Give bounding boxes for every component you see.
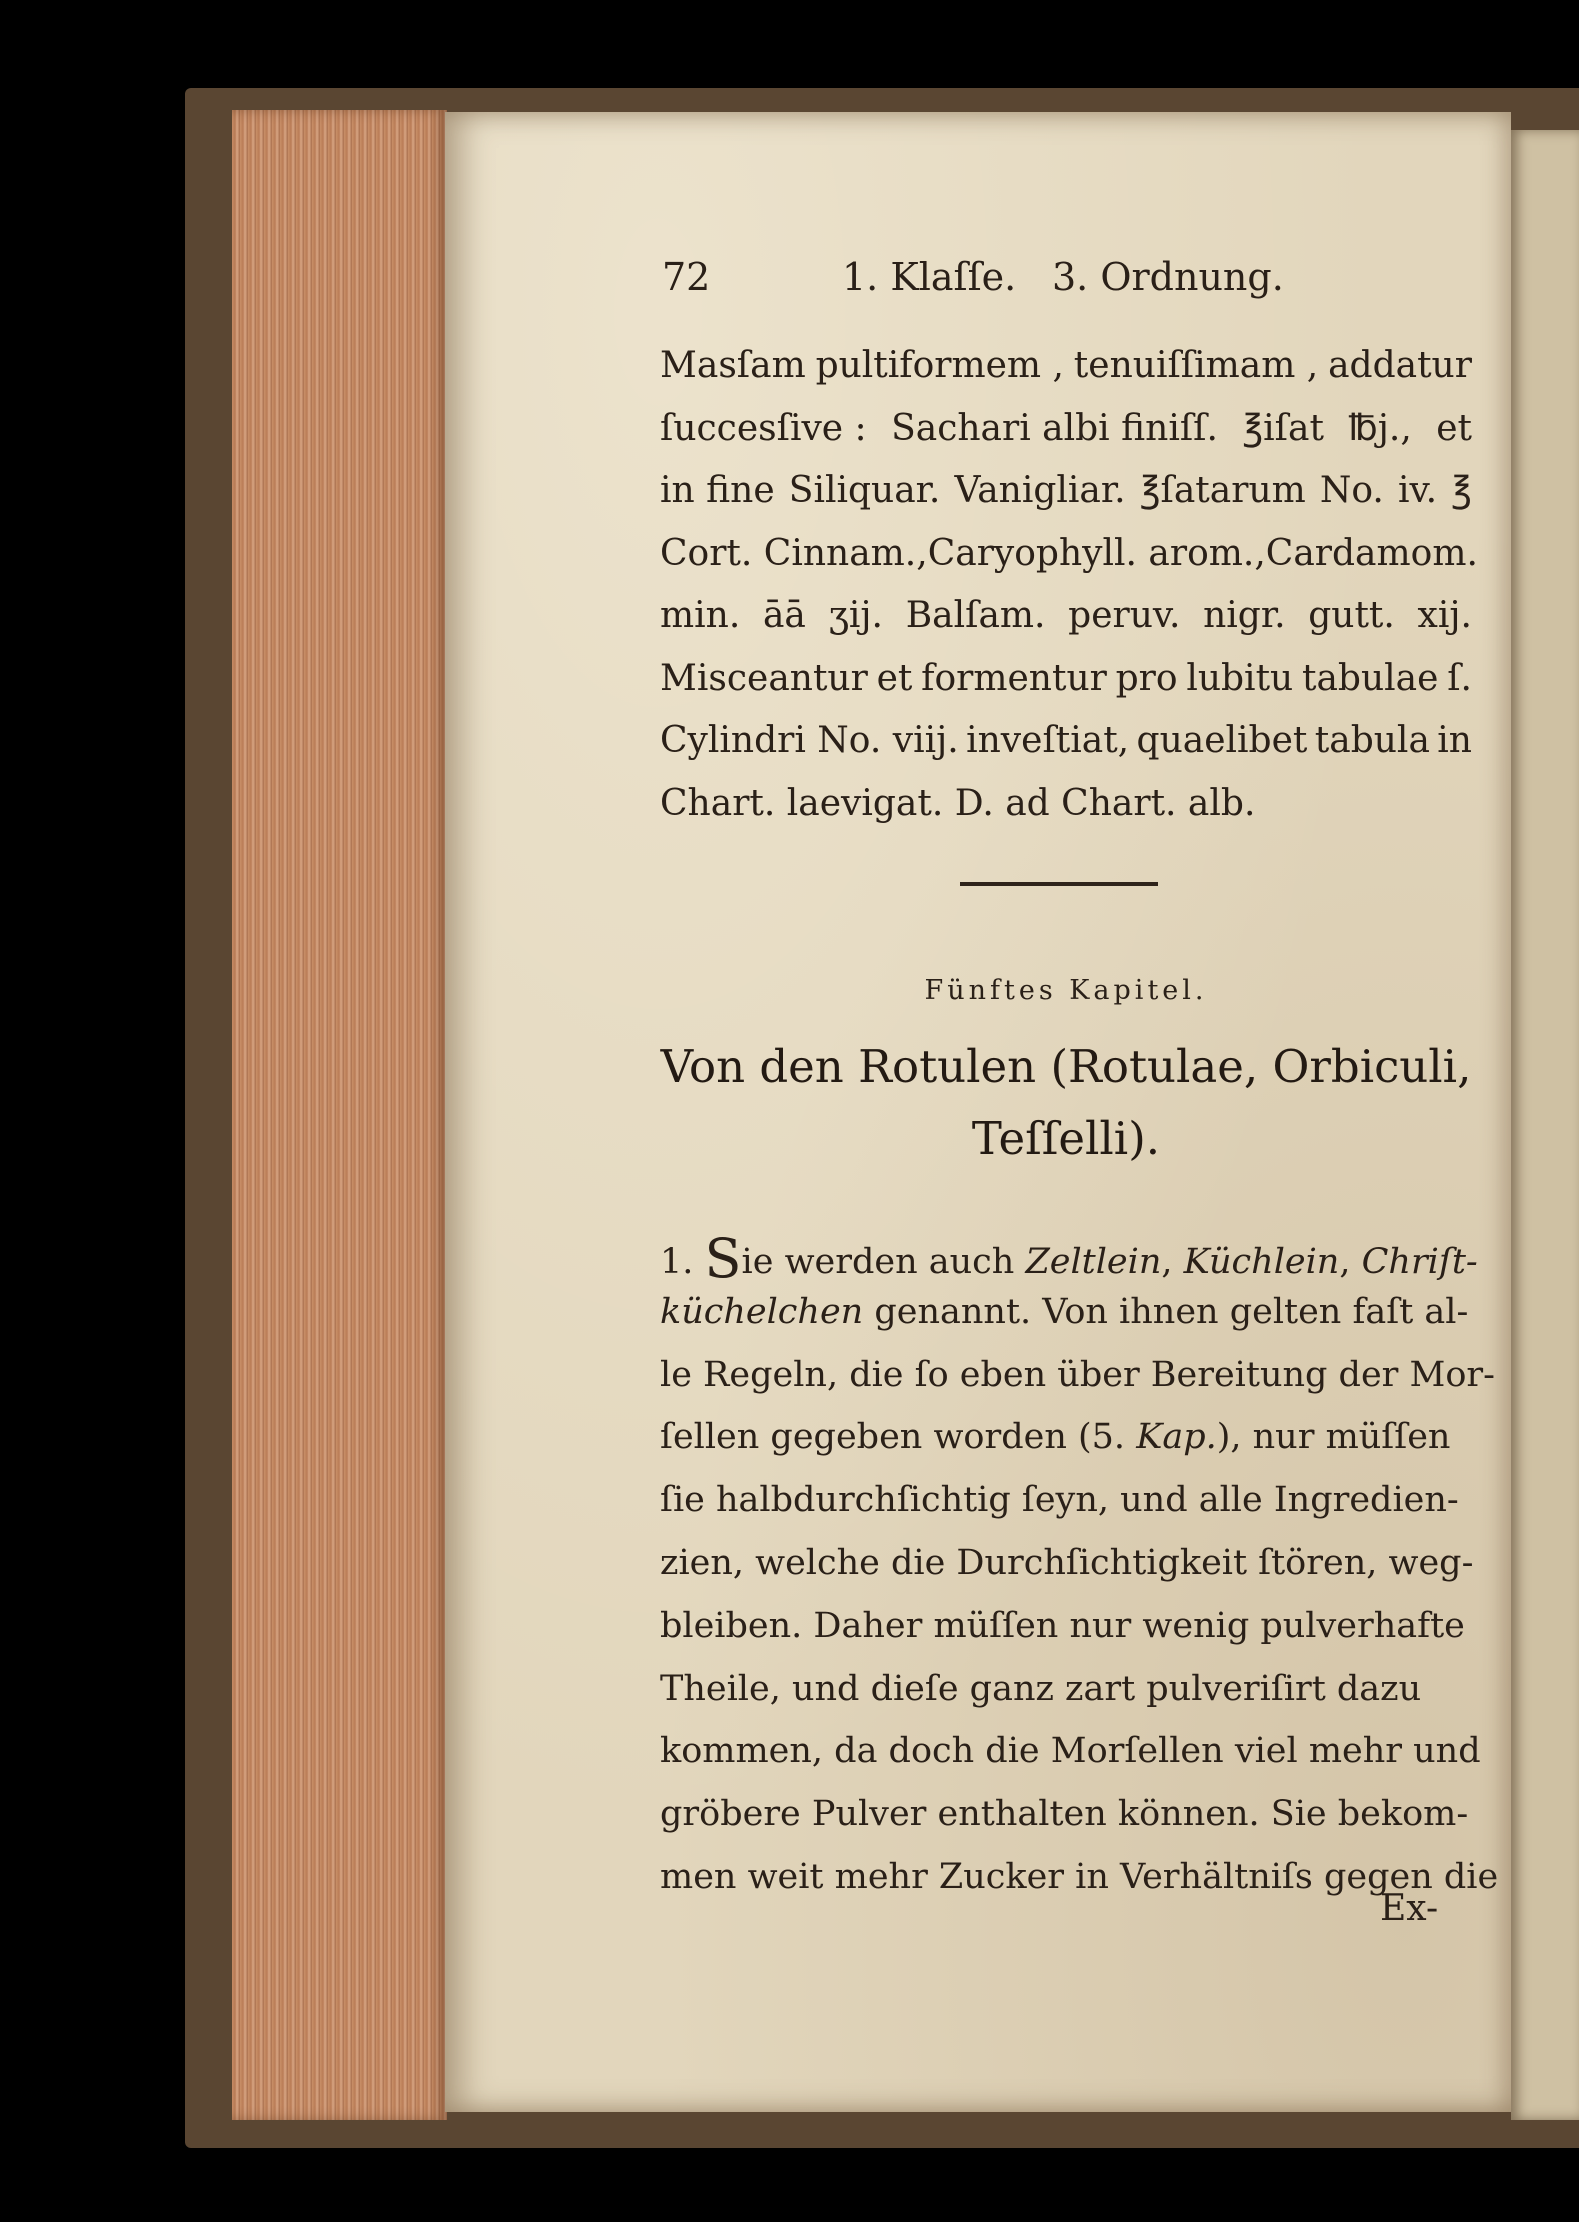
recipe-word: ʒij.: [828, 595, 884, 636]
recipe-line: [660, 532, 1478, 574]
italic-term: Zeltlein: [1025, 1242, 1162, 1282]
recipe-word: in fine: [660, 470, 775, 511]
recipe-word: ℥ſatarum: [1139, 470, 1306, 511]
page-number: 72: [662, 255, 711, 299]
facing-page-edge: [1511, 130, 1579, 2120]
body-line: [660, 1668, 1472, 1709]
recipe-line: [660, 595, 1472, 636]
recipe-word: āā: [762, 595, 806, 636]
body-text: genannt. Von ihnen gelten faſt al-: [863, 1291, 1469, 1332]
section-divider: [960, 882, 1158, 886]
recipe-line: [660, 720, 1472, 761]
recipe-line: [660, 407, 1472, 449]
body-line: [660, 1227, 1478, 1290]
italic-term: Küchlein: [1183, 1242, 1340, 1282]
body-line: [660, 1605, 1472, 1646]
recipe-word: peruv.: [1068, 595, 1181, 636]
recipe-word: No.: [1319, 470, 1384, 511]
italic-term: Chriſt-: [1361, 1242, 1478, 1282]
recipe-line: [660, 470, 1472, 511]
recipe-word: Cort. Cinnam.,: [660, 532, 928, 574]
recipe-word: ℥iſat: [1242, 407, 1324, 449]
body-text: Theile, und dieſe ganz zart pulveriſirt dazu: [660, 1668, 1422, 1709]
body-line: [660, 1543, 1474, 1583]
body-text: ſie halbdurchſichtig ſeyn, und alle Ingredien-: [660, 1480, 1459, 1521]
body-text: kommen, da doch die Morſellen viel mehr und: [660, 1731, 1481, 1772]
running-title-class: 1. Klaſſe.: [842, 255, 1017, 299]
recipe-word: pultiformem ,: [815, 345, 1064, 386]
body-text: ,: [1339, 1242, 1362, 1282]
recipe-word: et: [1436, 407, 1472, 449]
recipe-word: gutt.: [1308, 595, 1395, 636]
recipe-word: et: [876, 657, 913, 699]
recipe-word: ſ.: [1447, 657, 1472, 699]
recipe-word: pro: [1115, 657, 1178, 699]
chapter-label: Fünftes Kapitel.: [924, 975, 1208, 1006]
recipe-word: Vanigliar.: [954, 470, 1126, 511]
body-text: gröbere Pulver enthalten können. Sie bekom-: [660, 1794, 1469, 1835]
recipe-word: tenuiſſimam ,: [1073, 345, 1319, 386]
body-line: [660, 1794, 1472, 1835]
recipe-line: [660, 657, 1472, 699]
running-header: [662, 255, 1362, 315]
body-text: ie werden auch: [741, 1242, 1026, 1282]
recipe-word: lubitu: [1186, 657, 1294, 699]
body-line: [660, 1480, 1472, 1521]
recipe-word: Misceantur: [660, 657, 868, 699]
recipe-word: quaelibet: [1136, 720, 1308, 761]
recipe-line: [660, 345, 1472, 386]
recipe-word: ℥: [1451, 470, 1472, 511]
recipe-word: inveſtiat,: [966, 720, 1130, 761]
recipe-word: Caryophyll. arom.,: [927, 532, 1266, 574]
recipe-word: ℔j.,: [1348, 407, 1412, 449]
recipe-line: [660, 782, 1472, 824]
recipe-word: addatur: [1328, 345, 1472, 386]
body-text: bleiben. Daher müſſen nur wenig pulverhafte: [660, 1605, 1465, 1646]
chapter-title-line-1: Von den Rotulen (Rotulae, Orbiculi,: [660, 1040, 1472, 1093]
recipe-word: in: [1437, 720, 1472, 761]
body-text: ), nur müſſen: [1216, 1417, 1451, 1458]
body-line: [660, 1417, 1472, 1458]
recipe-word: Cardamom.: [1265, 532, 1478, 574]
body-line: [660, 1354, 1495, 1395]
recipe-word: Cylindri No. viij.: [660, 720, 959, 761]
page-edges: [232, 110, 447, 2120]
italic-term: küchelchen: [660, 1291, 864, 1332]
body-line: [660, 1291, 1472, 1332]
catchword: Ex-: [1380, 1888, 1439, 1929]
recipe-word: nigr.: [1203, 595, 1286, 636]
recipe-word: Chart. laevigat. D. ad Chart. alb.: [660, 782, 1256, 824]
recipe-word: formentur: [921, 657, 1107, 699]
recipe-word: min.: [660, 595, 741, 636]
recipe-word: Siliquar.: [788, 470, 941, 511]
recipe-word: ſuccesſive :: [660, 407, 867, 449]
italic-term: Kap.: [1136, 1417, 1217, 1458]
body-text: le Regeln, die ſo eben über Bereitung der Mor-: [660, 1354, 1495, 1395]
chapter-title-line-2: Teſſelli).: [971, 1112, 1161, 1165]
recipe-word: xij.: [1417, 595, 1472, 636]
recipe-word: iv.: [1398, 470, 1438, 511]
recipe-word: Masſam: [660, 345, 806, 386]
recipe-word: Balſam.: [905, 595, 1046, 636]
recipe-word: Sachari albi finiſſ.: [891, 407, 1218, 449]
body-line: [660, 1857, 1499, 1897]
body-text: ,: [1161, 1242, 1184, 1282]
body-text: ſellen gegeben worden (5.: [660, 1417, 1137, 1458]
body-text: zien, welche die Durchſichtigkeit ſtören, weg-: [660, 1543, 1474, 1583]
body-line: [660, 1731, 1481, 1772]
recipe-word: tabulae: [1302, 657, 1439, 699]
body-text: S: [704, 1227, 742, 1290]
body-text: men weit mehr Zucker in Verhältniſs gegen die: [660, 1857, 1499, 1897]
running-title-order: 3. Ordnung.: [1052, 255, 1284, 299]
recipe-word: tabula: [1314, 720, 1430, 761]
body-text: 1.: [660, 1242, 705, 1282]
